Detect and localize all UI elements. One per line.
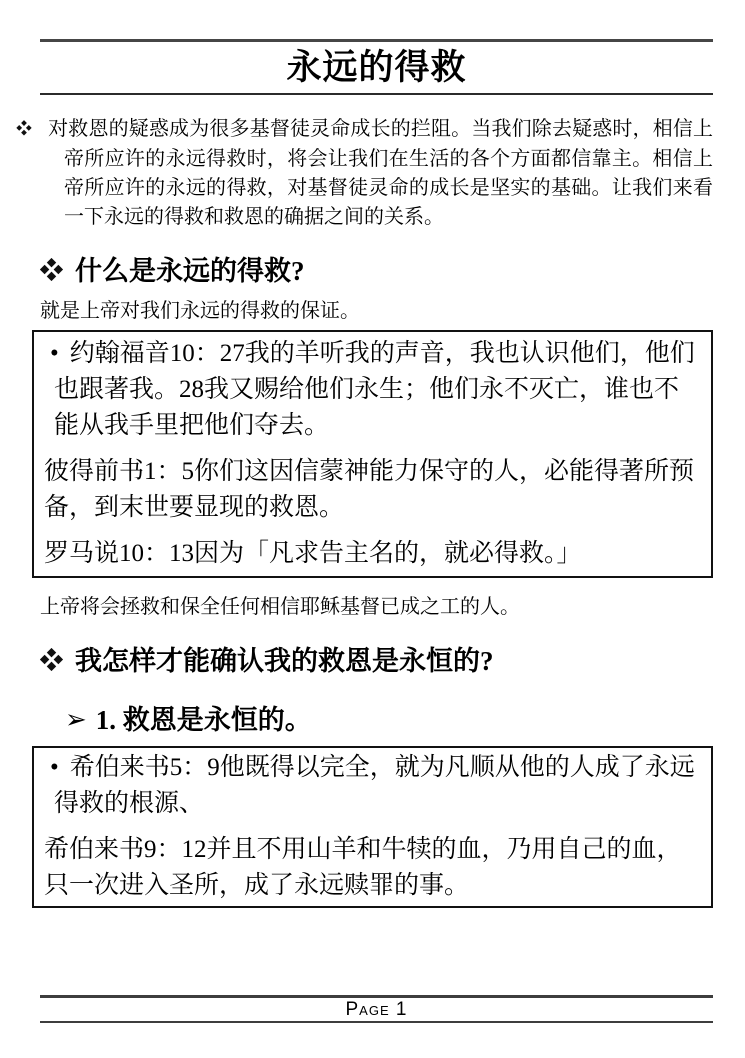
page-title: 永远的得救 (286, 48, 467, 87)
quote-john-10: 约翰福音10：27我的羊听我的声音，我也认识他们，他们也跟著我。28我又赐给他们永生；他们永不灭亡，谁也不能从我手里把他们夺去。 (54, 340, 695, 439)
section2-heading-text: 我怎样才能确认我的救恩是永恒的? (75, 646, 494, 676)
scripture-box-2 (32, 746, 713, 908)
section1-heading (40, 254, 713, 288)
footer-rule-bottom (40, 1021, 713, 1023)
bullet-icon: • (50, 754, 59, 781)
document-body (16, 39, 713, 908)
diamond-bullet-icon: ❖ (40, 648, 63, 673)
bullet-icon: • (50, 340, 59, 367)
section1-subtext: 就是上帝对我们永远的得救的保证。 (40, 300, 360, 322)
section1-conclusion: 上帝将会拯救和保全任何相信耶稣基督已成之工的人。 (40, 596, 520, 618)
page-number: Page 1 (345, 999, 408, 1020)
intro-paragraph: ❖ 对救恩的疑惑成为很多基督徒灵命成长的拦阻。当我们除去疑惑时，相信上帝所应许的永远得救时，将会让我们在生活的各个方面都信靠主。相信上帝所应许的永远的得救，对基督徒灵命的成长是坚实的基础。让我们来看一下永远的得救和救恩的确据之间的关系。 (16, 118, 713, 228)
quote-hebrews-9: 希伯来书9：12并且不用山羊和牛犊的血，乃用自己的血，只一次进入圣所，成了永远赎罪的事。 (44, 836, 682, 899)
section2-heading (40, 644, 713, 678)
quote-hebrews-5: 希伯来书5：9他既得以完全，就为凡顺从他的人成了永远得救的根源、 (54, 754, 695, 817)
title-rule-top (40, 39, 713, 42)
diamond-bullet-icon: ❖ (40, 258, 63, 283)
page-footer (40, 995, 713, 1023)
scripture-box-1 (32, 330, 713, 578)
section2-subpoint-text: 1. 救恩是永恒的。 (95, 705, 312, 735)
section1-heading-text: 什么是永远的得救? (75, 256, 305, 286)
intro-text: 对救恩的疑惑成为很多基督徒灵命成长的拦阻。当我们除去疑惑时，相信上帝所应许的永远得救时，将会让我们在生活的各个方面都信靠主。相信上帝所应许的永远的得救，对基督徒灵命的成长是坚实的基础。让我们来看一下永远的得救和救恩的确据之间的关系。 (48, 118, 713, 228)
scripture-quote (44, 750, 701, 822)
arrowhead-bullet-icon: ➢ (65, 705, 87, 734)
section2-subpoint (65, 702, 713, 738)
title-rule-bottom (40, 93, 713, 95)
quote-peter-1: 彼得前书1：5你们这因信蒙神能力保守的人，必能得著所预备，到末世要显现的救恩。 (44, 458, 695, 521)
scripture-quote (44, 336, 701, 444)
quote-romans-10: 罗马说10：13因为「凡求告主名的，就必得救。」 (44, 540, 582, 567)
